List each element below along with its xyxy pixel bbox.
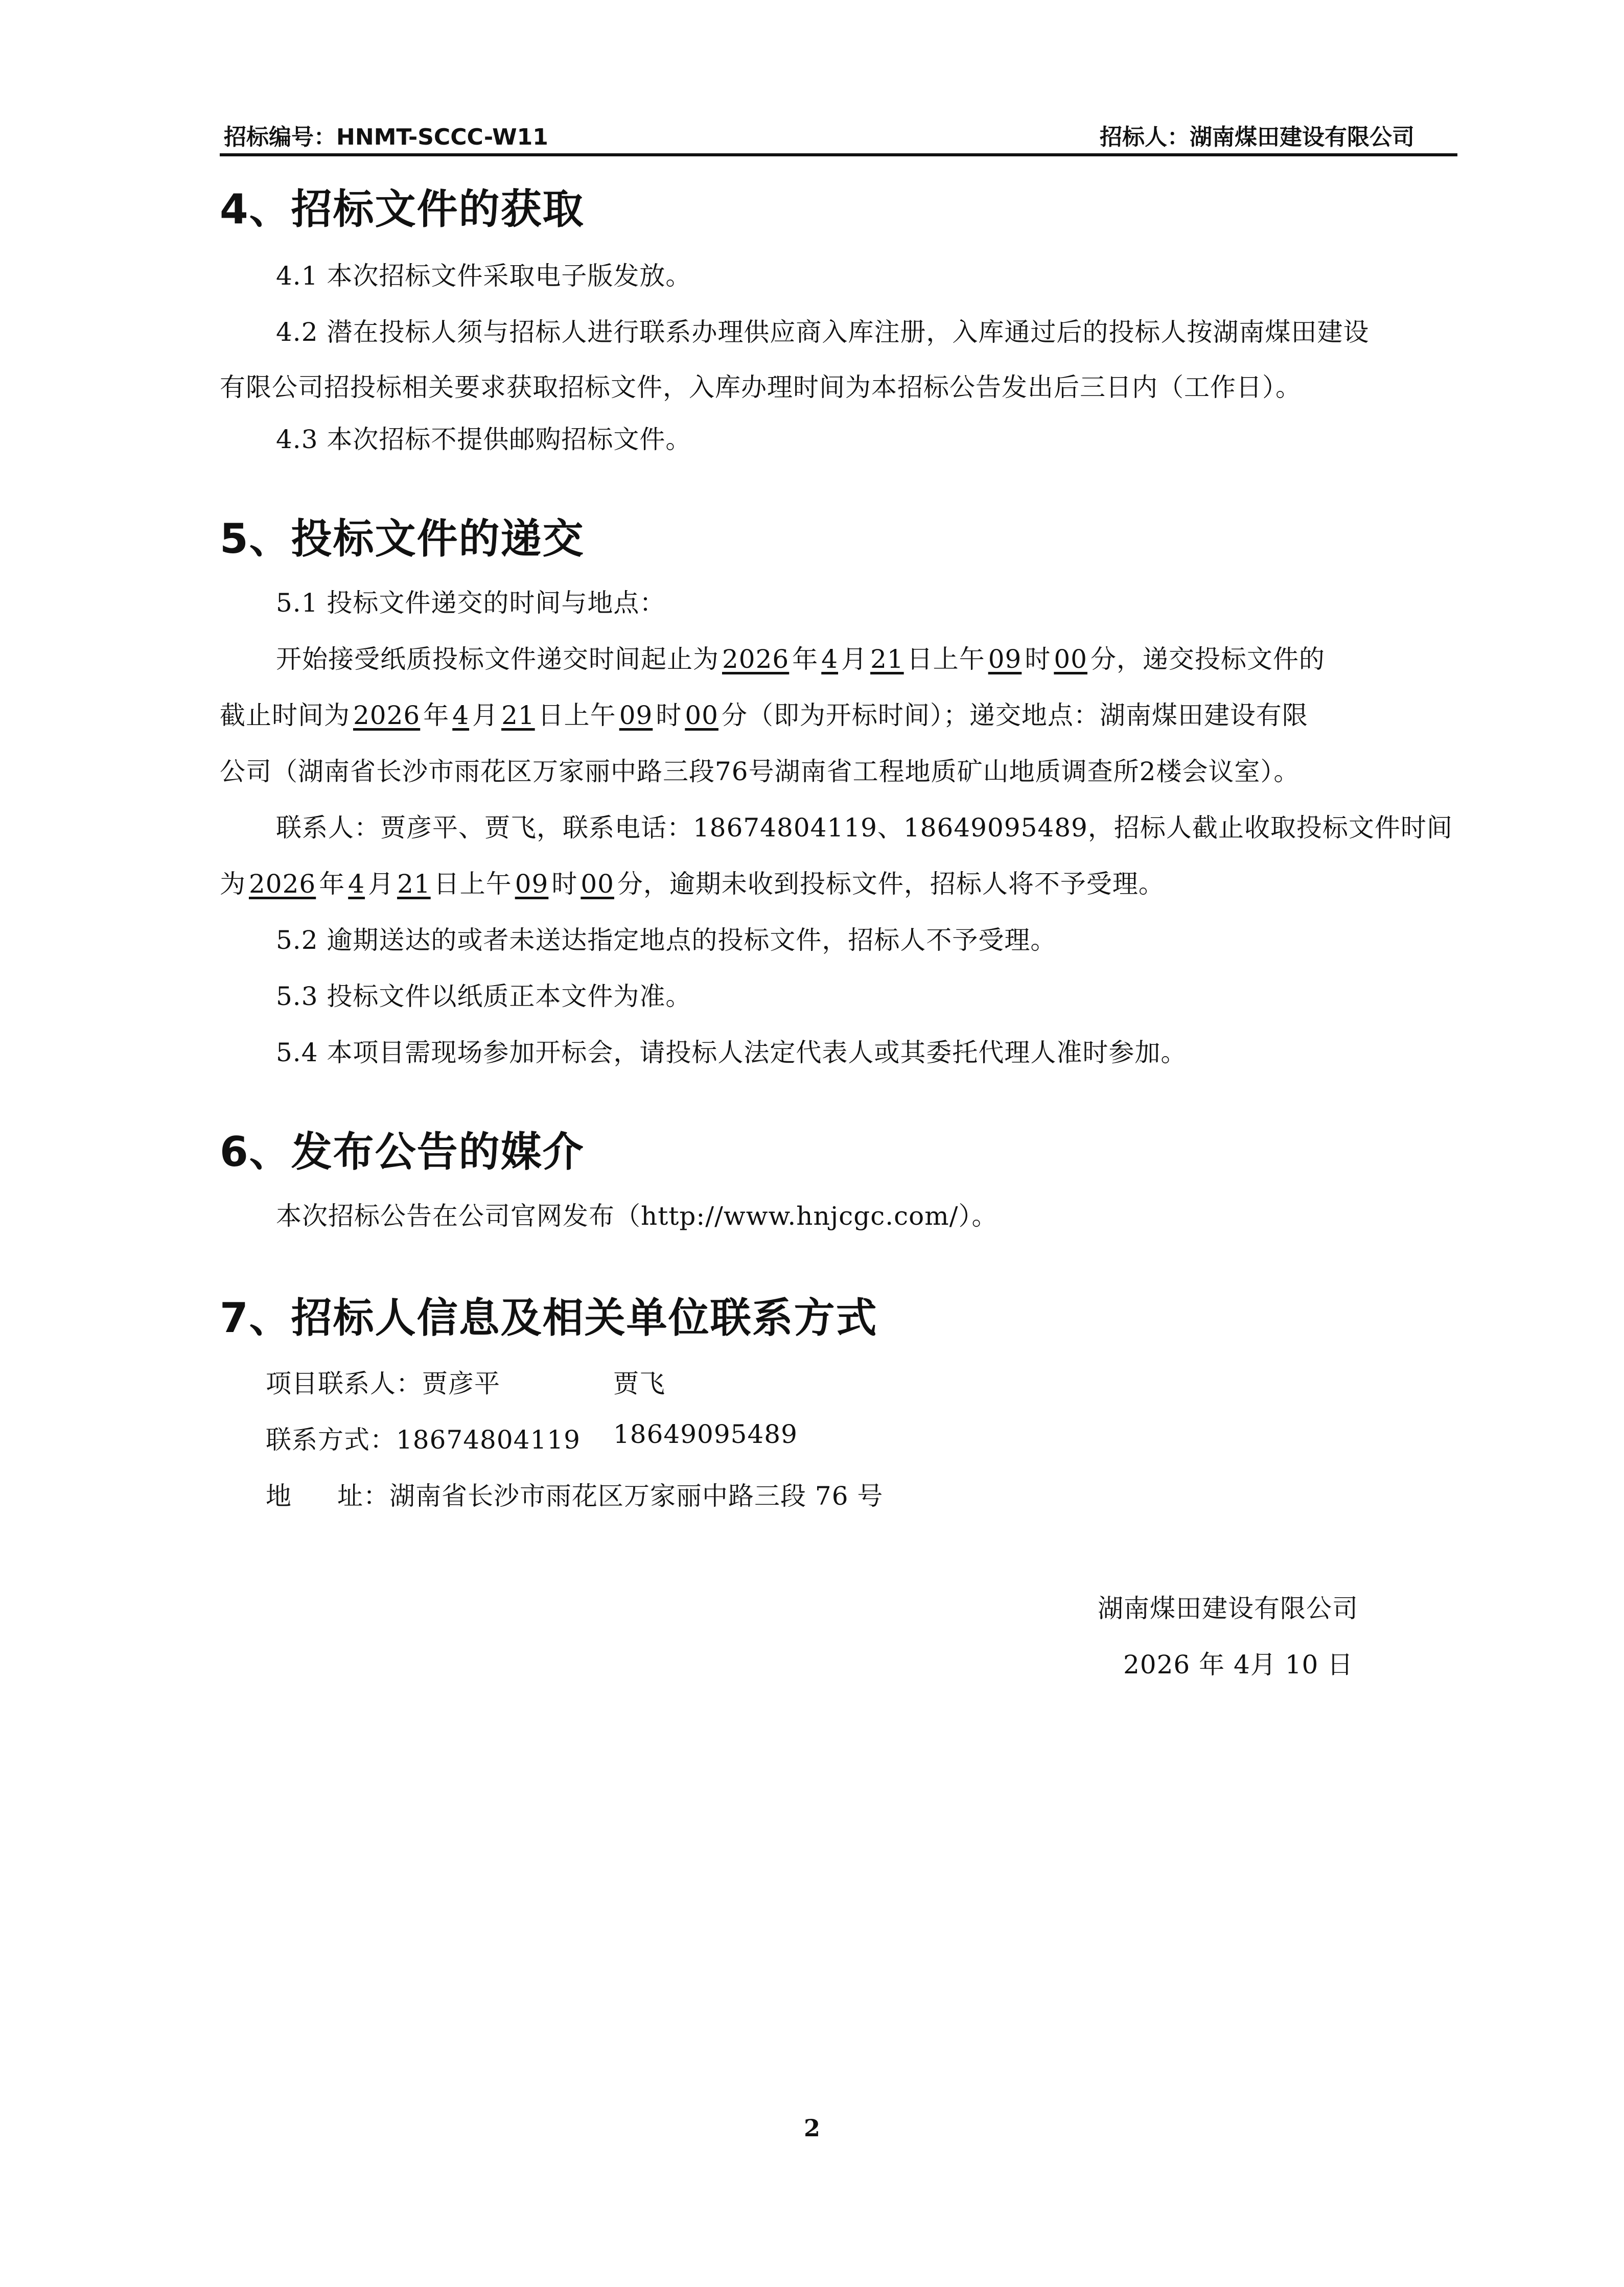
phone-2: 18649095489 <box>613 1419 798 1449</box>
contact-person-2: 贾飞 <box>613 1369 665 1398</box>
year-value: 2026 <box>353 701 421 730</box>
hour-value: 09 <box>619 701 653 730</box>
submission-location: 公司（湖南省长沙市雨花区万家丽中路三段76号湖南省工程地质矿山地质调查所2楼会议室）。 <box>220 757 1300 786</box>
unit: 月 <box>368 869 395 899</box>
section-4-2-line2: 有限公司招投标相关要求获取招标文件，入库办理时间为本招标公告发出后三日内（工作日）。 <box>220 372 1302 402</box>
section-7-title: 7、招标人信息及相关单位联系方式 <box>220 1294 878 1342</box>
text: 截止时间为 <box>220 701 350 730</box>
unit: 日上午 <box>538 701 616 730</box>
unit: 年 <box>423 701 450 730</box>
month-value: 4 <box>348 869 365 899</box>
unit: 日上午 <box>433 869 512 899</box>
unit: 日上午 <box>907 644 985 674</box>
signature-company: 湖南煤田建设有限公司 <box>1098 1594 1358 1623</box>
day-value: 21 <box>397 869 431 899</box>
submission-start-line <box>276 639 1325 675</box>
text: 为 <box>220 869 246 899</box>
section-5-1: 5.1 投标文件递交的时间与地点： <box>276 588 666 618</box>
section-4-3: 4.3 本次招标不提供邮购招标文件。 <box>276 425 692 454</box>
address-value: 址：湖南省长沙市雨花区万家丽中路三段 76 号 <box>337 1481 884 1511</box>
section-4-title: 4、招标文件的获取 <box>220 185 585 233</box>
day-value: 21 <box>501 701 535 730</box>
text: 开始接受纸质投标文件递交时间起止为 <box>276 644 719 674</box>
unit: 时 <box>1025 644 1051 674</box>
submission-deadline-line <box>220 695 1308 732</box>
tenderer-header: 招标人：湖南煤田建设有限公司 <box>1100 124 1414 150</box>
section-5-title: 5、投标文件的递交 <box>220 515 585 563</box>
bid-number-header: 招标编号：HNMT-SCCC-W11 <box>224 124 548 150</box>
deadline-line <box>220 864 1165 900</box>
hour-value: 09 <box>515 869 549 899</box>
section-4-1: 4.1 本次招标文件采取电子版发放。 <box>276 261 692 291</box>
signature-date: 2026 年 4月 10 日 <box>1123 1650 1354 1679</box>
text: 分，递交投标文件的 <box>1090 644 1325 674</box>
unit: 时 <box>551 869 578 899</box>
hour-value: 09 <box>988 644 1022 674</box>
page-number: 2 <box>803 2114 820 2142</box>
unit: 时 <box>656 701 682 730</box>
phone-label: 联系方式：18674804119 <box>266 1425 581 1455</box>
section-6-text: 本次招标公告在公司官网发布（http://www.hnjcgc.com/）。 <box>276 1201 998 1231</box>
minute-value: 00 <box>1054 644 1087 674</box>
section-5-3: 5.3 投标文件以纸质正本文件为准。 <box>276 982 692 1011</box>
header-divider <box>220 153 1457 156</box>
unit: 年 <box>792 644 819 674</box>
text: 分，逾期未收到投标文件，招标人将不予受理。 <box>617 869 1165 899</box>
year-value: 2026 <box>249 869 316 899</box>
unit: 月 <box>841 644 868 674</box>
unit: 年 <box>319 869 345 899</box>
address-label: 地 <box>266 1481 292 1511</box>
month-value: 4 <box>821 644 839 674</box>
minute-value: 00 <box>581 869 614 899</box>
text: 分（即为开标时间）；递交地点：湖南煤田建设有限 <box>721 701 1308 730</box>
section-4-2-line1: 4.2 潜在投标人须与招标人进行联系办理供应商入库注册，入库通过后的投标人按湖南煤田建设 <box>276 317 1370 347</box>
section-6-title: 6、发布公告的媒介 <box>220 1128 585 1176</box>
contact-line: 联系人：贾彦平、贾飞，联系电话：18674804119、18649095489，招标人截止收取投标文件时间 <box>276 813 1453 843</box>
unit: 月 <box>472 701 499 730</box>
contact-person-label: 项目联系人：贾彦平 <box>266 1369 500 1398</box>
day-value: 21 <box>870 644 904 674</box>
section-5-2: 5.2 逾期送达的或者未送达指定地点的投标文件，招标人不予受理。 <box>276 925 1057 955</box>
month-value: 4 <box>452 701 470 730</box>
section-5-4: 5.4 本项目需现场参加开标会，请投标人法定代表人或其委托代理人准时参加。 <box>276 1038 1187 1067</box>
year-value: 2026 <box>722 644 790 674</box>
minute-value: 00 <box>685 701 718 730</box>
